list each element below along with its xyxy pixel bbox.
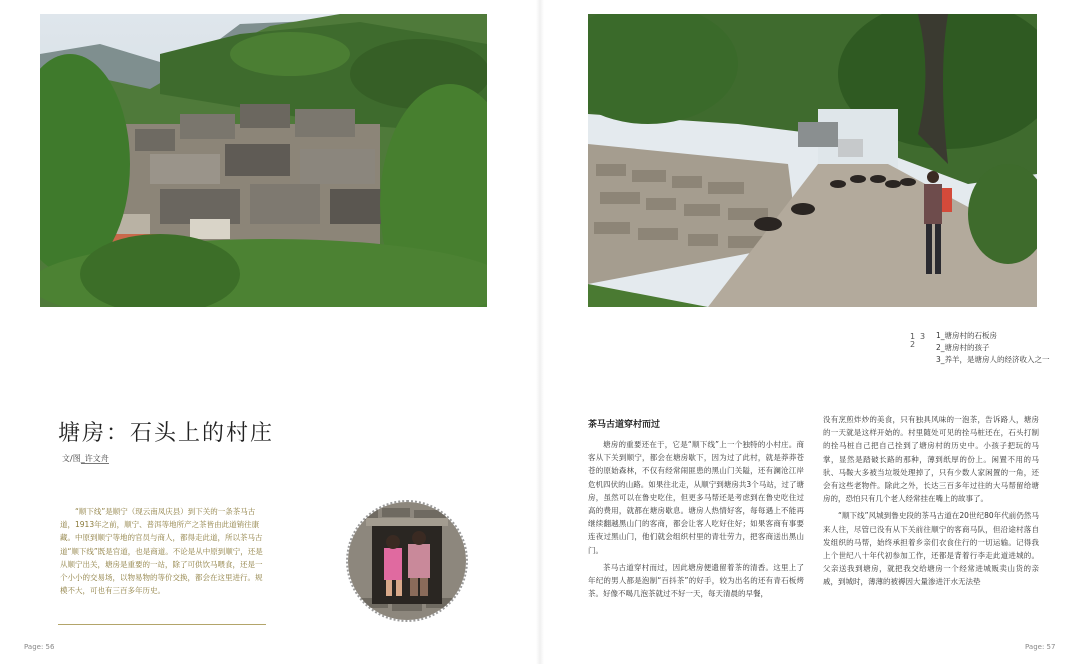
article-title: 塘房：石头上的村庄: [58, 421, 275, 446]
caption-item: 3_养羊，是塘房人的经济收入之一: [936, 355, 1050, 364]
goats-road-photo: [588, 14, 1037, 307]
page-number-left: Page: 56: [24, 643, 55, 651]
village-photo: [40, 14, 487, 307]
body-column-2: [823, 413, 1039, 589]
section-heading: 茶马古道穿村而过: [588, 420, 661, 430]
body-paragraph: 没有烹煎炸炒的美食，只有独具风味的一泡茶，告诉路人，塘房的一天就是这样开始的。村里随处可见的拴马桩还在，石头打制的拴马桩自己把自己拴到了塘房村的历史中。小孩子把玩的马掌，显然是踏破长路的那种，薄到纸厚的份上。闲置不用的马驮、马鞍大多被当垃圾处理掉了，只有少数人家闲置的一角，还会有这些老物件。除此之外，长达三百多年过往的大马帮留给塘房的，恐怕只有几个老人经常挂在嘴上的故事了。: [823, 415, 1039, 504]
caption-item: 1_塘房村的石板房: [936, 331, 998, 340]
byline: [62, 453, 109, 464]
page-number-right: Page: 57: [1025, 643, 1056, 651]
body-column-1: [588, 438, 804, 600]
body-paragraph: 茶马古道穿村而过，因此塘房便遗留着茶的清香。这里上了年纪的男人都是泡制“百抖茶”的好手，较为出名的还有青石板烤茶。好像不喝几泡茶就过不好一天，每天清晨的早餐，: [588, 562, 804, 599]
intro-divider: [58, 624, 266, 625]
body-paragraph: 塘房的重要还在于，它是“顺下线”上一个独特的小村庄。商客从下关到顺宁，都会在塘房歇下，因为过了此村，就是莽莽苍苍的原始森林，不仅有经常闹匪患的黑山门关隘，还有澜沧江岸危机四伏的山路。如果往北走，从顺宁到塘房共3个马站，过了塘房，虽然可以在鲁史吃住，但更多马帮还是考虑到在鲁史吃住过高的费用，就都在塘房歇息。塘房人热情好客，每每遇上不能再继续翻越黑山门的客商，都会让客人吃好住好；如果客商有事要连夜过黑山门，他们就会组织村里的青壮劳力，把客商送出黑山门。: [588, 440, 804, 555]
caption-index-diagram: [908, 332, 932, 350]
intro-paragraph: “顺下线”是顺宁（现云南凤庆县）到下关的一条茶马古道，1913年之前，顺宁、普洱等地所产之茶皆由此道销往康藏。中原到顺宁等地的官员与商人，都得走此道，所以茶马古道“顺下线”既是官道，也是商道。不论是从中原到顺宁，还是从顺宁出关，塘房是重要的一站，除了可供饮马喂食，还是一个小小的交易场，以物易物的等价交换，都会在这里进行。规模不大，可也有三百多年历史。: [60, 507, 263, 596]
caption-index-3: 3: [920, 332, 926, 341]
children-photo: [346, 500, 468, 622]
caption-list: [936, 330, 1050, 366]
byline-author: _许文舟: [80, 454, 109, 463]
caption-index-2: 2: [910, 340, 916, 349]
right-page: [540, 0, 1080, 664]
byline-prefix: 文/图: [62, 454, 81, 463]
caption-item: 2_塘房村的孩子: [936, 343, 990, 352]
body-paragraph: “顺下线”风城到鲁史段的茶马古道在20世纪80年代前仍然马来人往，尽管已没有从下关前往顺宁的客商马队，但沿途村落自发组织的马帮，始终承担着乡亲们衣食住行的一切运输。记得我上个世纪八十年代初参加工作，还都是背着行李走此道进城的。父亲送我到塘房，就把我交给塘房一个经常进城贩卖山货的亲戚，到城时，薄薄的被褥因大量渗进汗水无法垫: [823, 511, 1039, 587]
caption-index-1: 1: [910, 332, 916, 341]
